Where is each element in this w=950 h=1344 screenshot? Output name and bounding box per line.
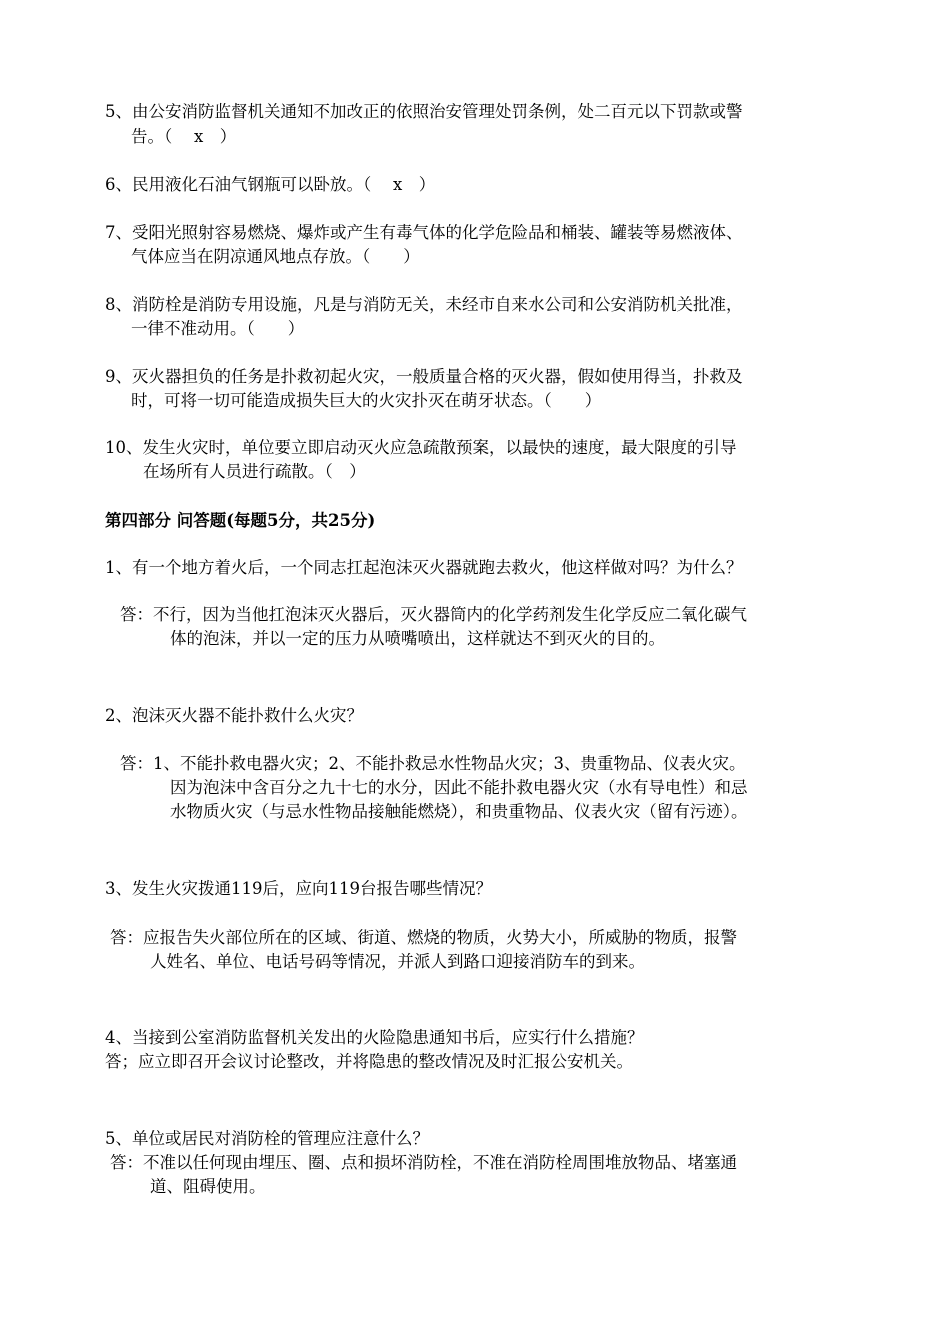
judgement-q10-line1: 10、发生火灾时，单位要立即启动灭火应急疏散预案，以最快的速度，最大限度的引导 [105,438,737,457]
answer-5-line1: 答：不准以任何现由埋压、圈、点和损坏消防栓，不准在消防栓周围堆放物品、堵塞通 [110,1153,737,1172]
answer-2-line3: 水物质火灾（与忌水性物品接触能燃烧），和贵重物品、仪表火灾（留有污迹）。 [170,802,748,821]
question-3: 3、发生火灾拨通119后，应向119台报告哪些情况？ [105,879,492,898]
answer-1-line2: 体的泡沫，并以一定的压力从喷嘴喷出，这样就达不到灭火的目的。 [170,629,665,648]
question-1: 1、有一个地方着火后，一个同志扛起泡沫灭火器就跑去救火，他这样做对吗？为什么？ [105,558,743,577]
judgement-q8-line1: 8、消防栓是消防专用设施，凡是与消防无关，未经市自来水公司和公安消防机关批准， [105,295,743,314]
answer-4-line1: 答；应立即召开会议讨论整改，并将隐患的整改情况及时汇报公安机关。 [105,1052,633,1071]
answer-1-line1: 答：不行，因为当他扛泡沫灭火器后，灭火器筒内的化学药剂发生化学反应二氧化碳气 [120,605,747,624]
answer-2-line2: 因为泡沫中含百分之九十七的水分，因此不能扑救电器火灾（水有导电性）和忌 [170,778,748,797]
judgement-q10-line2: 在场所有人员进行疏散。（ ） [143,462,366,481]
judgement-q5-line1: 5、由公安消防监督机关通知不加改正的依照治安管理处罚条例，处二百元以下罚款或警 [105,102,743,121]
judgement-q7-line1: 7、受阳光照射容易燃烧、爆炸或产生有毒气体的化学危险品和桶装、罐装等易燃液体、 [105,223,743,242]
question-5: 5、单位或居民对消防栓的管理应注意什么？ [105,1129,429,1148]
judgement-q9-line1: 9、灭火器担负的任务是扑救初起火灾，一般质量合格的灭火器，假如使用得当，扑救及 [105,367,743,386]
answer-5-line2: 道、阻碍使用。 [150,1177,266,1196]
judgement-q6-line1: 6、民用液化石油气钢瓶可以卧放。（ x ） [105,175,436,194]
answer-3-line2: 人姓名、单位、电话号码等情况，并派人到路口迎接消防车的到来。 [150,952,645,971]
answer-2-line1: 答：1、不能扑救电器火灾；2、不能扑救忌水性物品火灾；3、贵重物品、仪表火灾。 [120,754,746,773]
judgement-q9-line2: 时，可将一切可能造成损失巨大的火灾扑灭在萌牙状态。（ ） [131,391,602,410]
question-2: 2、泡沫灭火器不能扑救什么火灾？ [105,706,363,725]
answer-3-line1: 答：应报告失火部位所在的区域、街道、燃烧的物质，火势大小，所威胁的物质，报警 [110,928,737,947]
section-four-heading: 第四部分 问答题(每题5分，共25分) [105,511,376,530]
judgement-q8-line2: 一律不准动用。（ ） [131,319,305,338]
judgement-q7-line2: 气体应当在阴凉通风地点存放。（ ） [131,247,420,266]
judgement-q5-line2: 告。（ x ） [131,127,237,146]
question-4: 4、当接到公室消防监督机关发出的火险隐患通知书后，应实行什么措施？ [105,1028,644,1047]
